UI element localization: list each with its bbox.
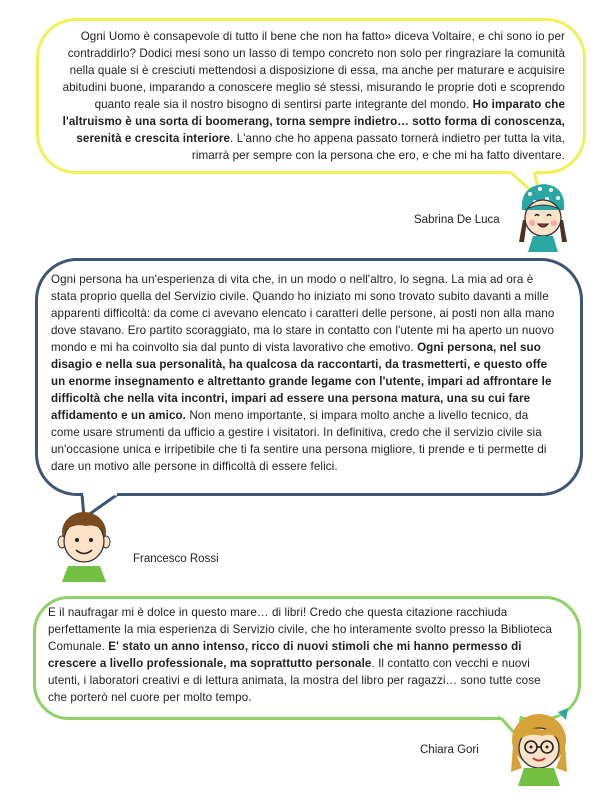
glasses-girl-avatar-icon xyxy=(508,706,570,786)
testimonial-text-1: Ogni Uomo è consapevole di tutto il bene che non ha fatto» diceva Voltaire, e chi sono io per contraddirlo? Dodici mesi sono un lasso di tempo concreto non solo per ringraziare la comunità nella quale si è cresciuti mettendosi a disposizione di essa, ma anche per maturare e acquisire abitudini buone, imparando a conoscere meglio sé stessi, misurando le proprie doti e scoprendo quanto reale sia il nostro bisogno di sentirsi parte integrante del mondo. Ho imparato che l'altruismo è una sorta di boomerang, torna sempre indietro… sotto forma di conoscenza, serenità e crescita interiore. L'anno che ho appena passato tornerà indietro per tutta la vita, rimarrà per sempre con la persona che ero, e che mi ha fatto diventare. xyxy=(62,30,565,162)
testimonial-bubble-3 xyxy=(33,596,581,720)
testimonial-highlight-3: E' stato un anno intenso, ricco di nuovi stimoli che mi hanno permesso di crescere a livello professionale, ma soprattutto personale xyxy=(48,640,522,670)
testimonial-highlight-1: Ho imparato che l'altruismo è una sorta di boomerang, torna sempre indietro… sotto forma di conoscenza, serenità e crescita interiore xyxy=(62,98,565,145)
testimonial-highlight-2: Ogni persona, nel suo disagio e nella sua personalità, ha qualcosa da raccontarti, da trasmetterti, e questo offe un enorme insegnamento e altrettanto grande legame con l'utente, impari ad affrontare le difficoltà che nella vita incontri, impari ad essere una persona matura, una su cui fare affidamento e un amico. xyxy=(51,341,552,422)
author-name-2: Francesco Rossi xyxy=(133,553,219,565)
boy-avatar-icon xyxy=(56,508,112,582)
testimonial-text-2: Ogni persona ha un'esperienza di vita che, in un modo o nell'altro, lo segna. La mia ad ora è stata proprio quella del Servizio civile. Quando ho iniziato mi sono trovato subito davanti a mille apparenti difficoltà: da come ci avevano elencato i caratteri delle persone, ai posti non alla mano dove stavano. Ero partito scoraggiato, ma lo stare in contatto con l'utente mi ha aperto un nuovo mondo e mi ha coinvolto sia dal punto di vista lavorativo che emotivo. Ogni persona, nel suo disagio e nella sua personalità, ha qualcosa da raccontarti, da trasmetterti, e questo offe un enorme insegnamento e altrettanto grande legame con l'utente, impari ad affrontare le difficoltà che nella vita incontri, impari ad essere una persona matura, una su cui fare affidamento e un amico. Non meno importante, si impara molto anche a livello tecnico, da come usare strumenti da ufficio a gestire i visitatori. In definitiva, credo che il servizio civile sia un'occasione unica e irripetibile che ti fa sentire una persona migliore, ti prende e ti permette di dare un motivo alle persone in difficoltà di essere felici. xyxy=(51,273,555,473)
author-name-1: Sabrina De Luca xyxy=(414,214,500,226)
author-name-3: Chiara Gori xyxy=(420,744,479,756)
bandana-girl-avatar-icon xyxy=(514,180,572,252)
testimonial-text-3: E il naufragar mi è dolce in questo mare… di libri! Credo che questa citazione racchiuda perfettamente la mia esperienza di Servizio civile, che ho interamente svolto presso la Biblioteca Comunale. E' stato un anno intenso, ricco di nuovi stimoli che mi hanno permesso di crescere a livello professionale, ma soprattutto personale. Il contatto con vecchi e nuovi utenti, i laboratori creativi e di lettura animata, la mostra del libro per ragazzi… sono tutte cose che porterò nel cuore per molto tempo. xyxy=(48,606,553,704)
testimonial-bubble-1 xyxy=(36,18,586,174)
testimonial-bubble-2 xyxy=(35,258,583,496)
